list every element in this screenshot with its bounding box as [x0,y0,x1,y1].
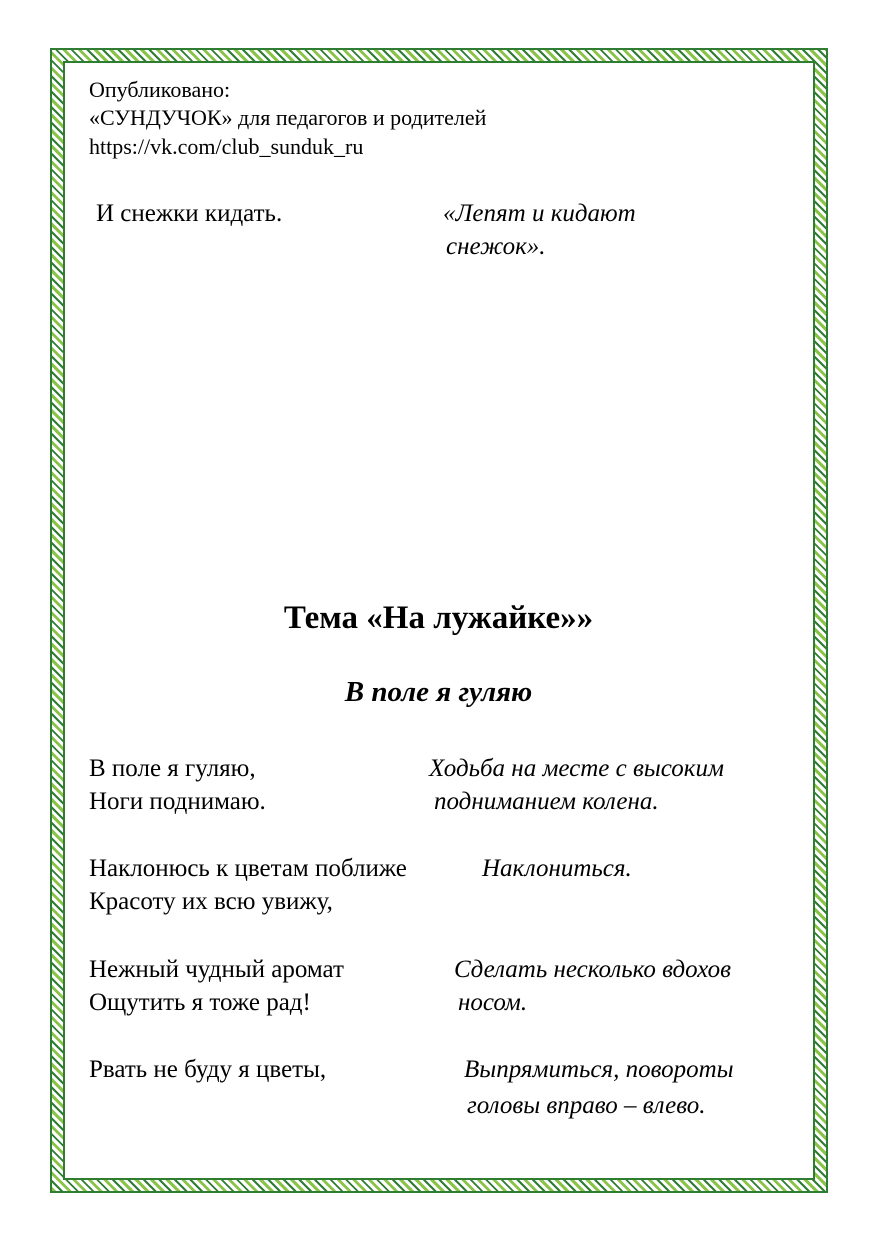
verse-1-action-1: Ходьба на месте с высоким [429,755,724,782]
verse-4-action-1: Выпрямиться, повороты [464,1056,734,1083]
verse-1-line-2: Ноги поднимаю. [89,788,266,815]
header-published: Опубликовано: [89,77,231,102]
prev-action-line2: снежок». [446,233,546,260]
verse-3-line-2: Ощутить я тоже рад! [89,989,311,1016]
verse-3-line-1: Нежный чудный аромат [89,956,344,983]
header-source: «СУНДУЧОК» для педагогов и родителей [89,105,487,130]
verse-1-action-2: подниманием колена. [434,788,659,815]
prev-action-line1: «Лепят и кидают [443,200,636,227]
poem-title: В поле я гуляю [344,676,533,708]
verse-2-line-1: Наклонюсь к цветам поближе [89,855,407,882]
verse-4-line-1: Рвать не буду я цветы, [89,1056,327,1083]
section-title: Тема «На лужайке»» [283,600,594,636]
verse-2-line-2: Красоту их всю увижу, [89,888,333,915]
verse-3-action-1: Сделать несколько вдохов [454,956,731,983]
prev-verse-line: И снежки кидать. [96,200,283,227]
verse-2-action-1: Наклониться. [482,855,632,882]
verse-4-action-2: головы вправо – влево. [467,1092,706,1119]
verse-3-action-2: носом. [458,989,528,1016]
header-url: https://vk.com/club_sunduk_ru [89,134,364,159]
verse-1-line-1: В поле я гуляю, [89,755,256,782]
